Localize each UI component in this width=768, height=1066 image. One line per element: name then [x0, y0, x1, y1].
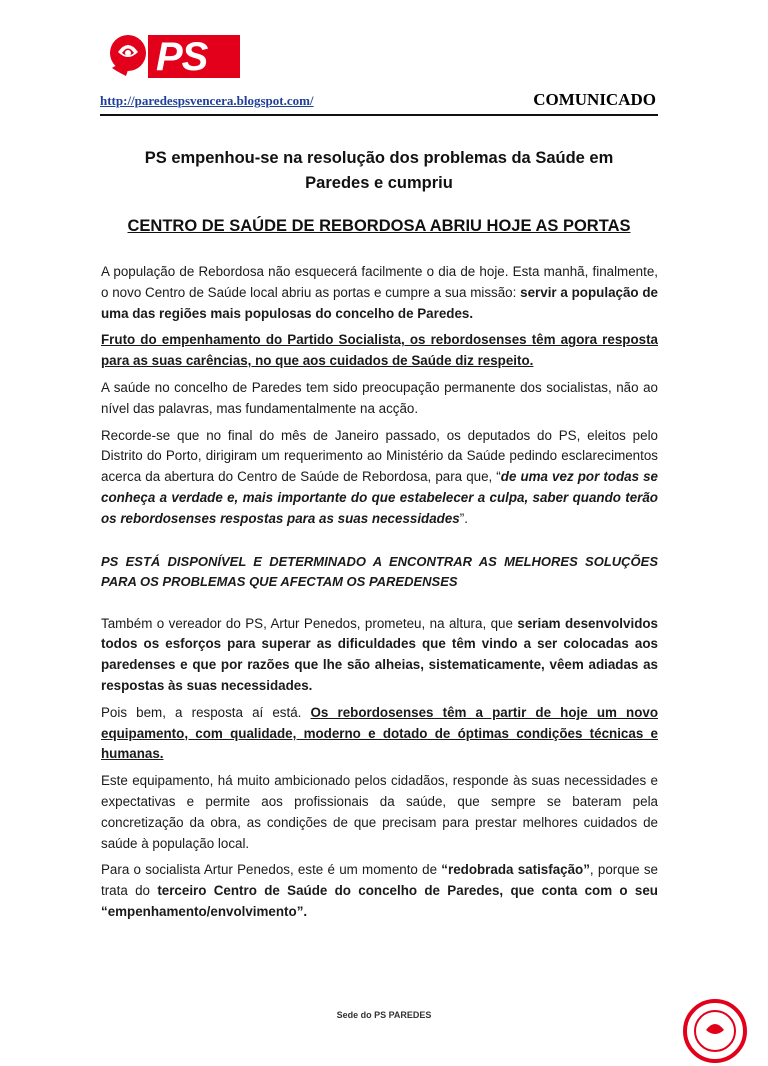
paragraph-6 — [101, 703, 658, 765]
p1-text: A população de Rebordosa não esquecerá facilmente o dia de hoje. Esta manhã, finalmente, o novo Centro de Saúde local abriu as portas e cumpre a sua missão: — [101, 264, 658, 300]
p8-text-1: Para o socialista Artur Penedos, este é um momento de — [101, 862, 442, 878]
subheadline: CENTRO DE SAÚDE DE REBORDOSA ABRIU HOJE AS PORTAS — [127, 217, 631, 235]
p1-bold: servir a população de uma das regiões mais populosas do concelho de Paredes. — [101, 284, 658, 321]
p4-text: Recorde-se que no final do mês de Janeiro passado, os deputados do PS, eleitos pelo Distrito do Porto, dirigiram um requerimento ao Ministério da Saúde pedindo esclarecimentos acerca da abertura do Centro de Saúde de Rebordosa, para que, “ — [101, 427, 658, 485]
logo-text: PS — [156, 35, 208, 79]
p2-bold-underline: Fruto do empenhamento do Partido Socialista, os rebordosenses têm agora resposta para as suas carências, no que aos cuidados de Saúde diz respeito. — [101, 332, 658, 369]
paragraph-2 — [101, 330, 658, 372]
p8-bold-2: terceiro Centro de Saúde do concelho de Paredes, que conta com o seu “empenhamento/envolvimento”. — [101, 883, 658, 919]
party-stamp-icon — [680, 996, 750, 1066]
p6-bold-underline: Os rebordosenses têm a partir de hoje um novo equipamento, com qualidade, moderno e dotado de óptimas condições técnicas e humanas. — [101, 704, 659, 762]
p8-bold-1: “redobrada satisfação” — [441, 862, 590, 878]
headline-line-1: PS empenhou-se na resolução dos problemas da Saúde em — [144, 149, 614, 167]
article-body — [101, 262, 658, 929]
ps-logo — [106, 30, 240, 80]
p6-text: Pois bem, a resposta aí está. — [101, 704, 311, 720]
blog-link[interactable]: http://paredespsvencera.blogspot.com/ — [100, 93, 314, 108]
paragraph-5 — [101, 614, 658, 697]
p5-text: Também o vereador do PS, Artur Penedos, prometeu, na altura, que — [101, 615, 518, 631]
paragraph-7: Este equipamento, há muito ambicionado pelos cidadãos, responde às suas necessidades e expectativas e permite aos profissionais da saúde, que sempre se bateram pela concretização da obra, as condições de que precisam para prestar melhores cuidados de saúde à população local. — [101, 773, 658, 851]
p4-end: ”. — [459, 510, 468, 526]
footer-text: Sede do PS PAREDES — [336, 1010, 432, 1020]
p8-text-2: , porque se trata do — [101, 862, 658, 899]
p4-quote: de uma vez por todas se conheça a verdade e, mais importante do que estabelecer a culpa, saber quando terão os rebordosenses respostas para as suas necessidades — [101, 469, 659, 526]
rose-fist-icon — [106, 32, 154, 78]
headline-line-2: Paredes e cumpriu — [305, 174, 453, 192]
section-heading: PS ESTÁ DISPONÍVEL E DETERMINADO A ENCONTRAR AS MELHORES SOLUÇÕES PARA OS PROBLEMAS QUE AFECTAM OS PAREDENSES — [101, 553, 658, 589]
p5-bold: seriam desenvolvidos todos os esforços para superar as dificuldades que têm vindo a ser colocadas aos paredenses e que por razões que lhe são alheias, sistematicamente, vêem adiadas as respostas às suas necessidades. — [101, 615, 658, 693]
document-type: COMUNICADO — [533, 90, 656, 109]
headline — [100, 146, 658, 196]
paragraph-3: A saúde no concelho de Paredes tem sido preocupação permanente dos socialistas, não ao nível das palavras, mas fundamentalmente na acção. — [101, 379, 658, 416]
paragraph-8 — [101, 860, 658, 922]
paragraph-1 — [101, 262, 658, 324]
header-row — [100, 90, 658, 116]
paragraph-4 — [101, 426, 658, 530]
